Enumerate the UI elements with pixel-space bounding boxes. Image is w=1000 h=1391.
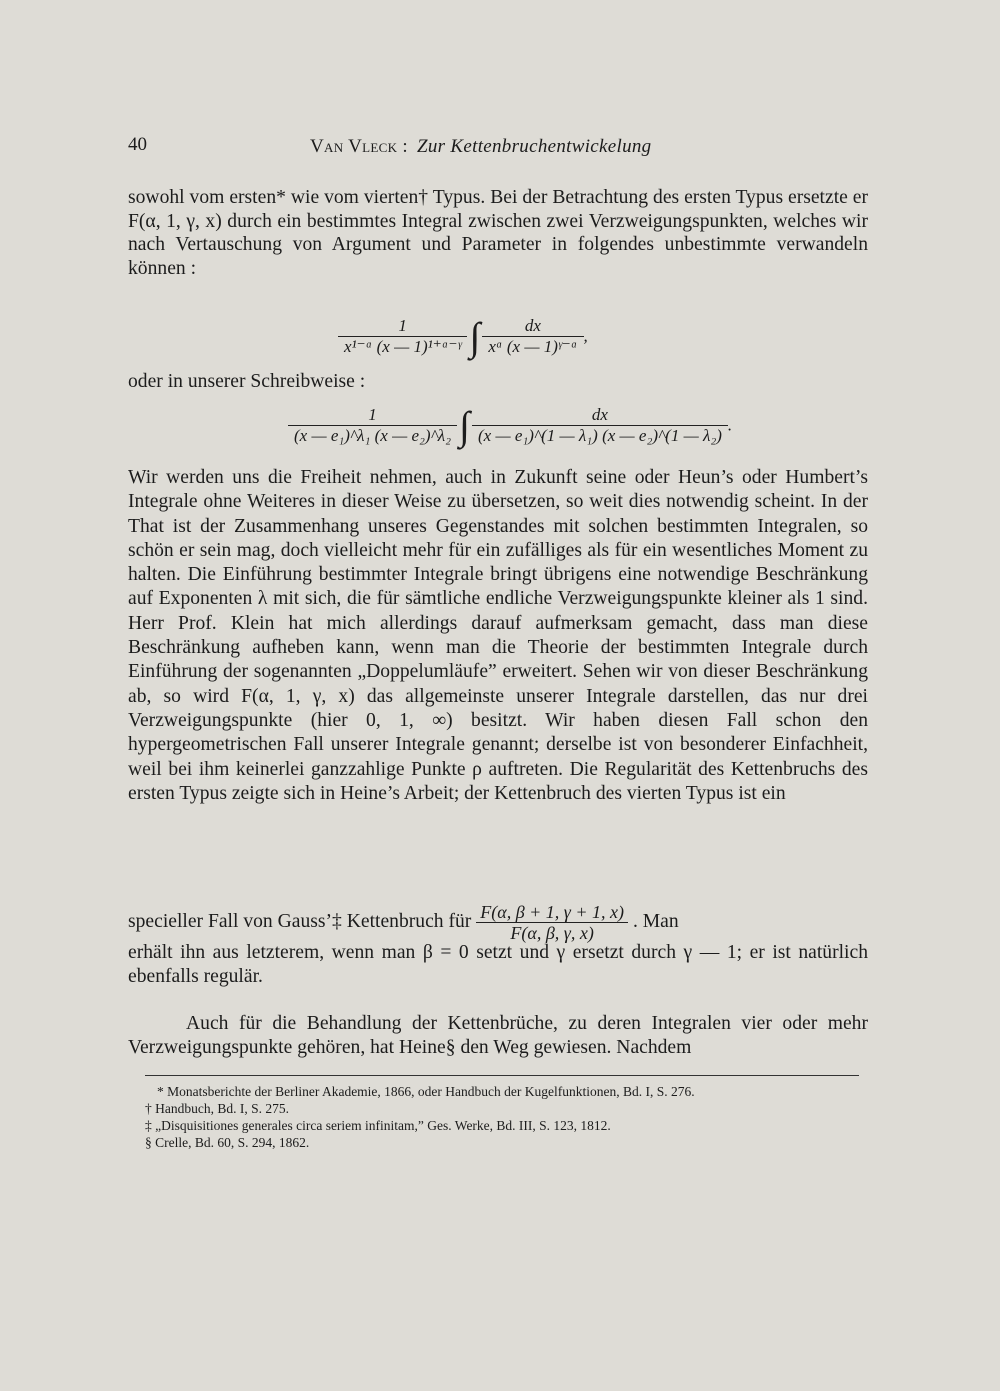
- author-name: Van Vleck: [310, 136, 398, 157]
- paragraph-4: [128, 902, 868, 988]
- eq1-denominator-1: x¹⁻ᵅ (x — 1)¹⁺ᵅ⁻ᵞ: [344, 337, 462, 356]
- para4-fraction-denominator: F(α, β, γ, x): [510, 923, 594, 943]
- paragraph-5-text: Auch für die Behandlung der Kettenbrüche, zu deren Integralen vier oder mehr Verzweigungspunkte gehören, hat Heine§ den Weg gewiesen. Nachdem: [128, 1013, 868, 1058]
- para4-before-fraction: specieller Fall von Gauss’‡ Kettenbruch für: [128, 911, 472, 932]
- eq1-punctuation: ,: [583, 326, 588, 346]
- footnote-1: * Monatsberichte der Berliner Akademie, 1866, oder Handbuch der Kugelfunktionen, Bd. I, S. 276.: [157, 1084, 695, 1099]
- eq2-denominator-1: (x — e₁)^λ₁ (x — e₂)^λ₂: [294, 426, 452, 445]
- header-separator: :: [402, 136, 408, 157]
- eq2-fraction-2: [472, 405, 728, 446]
- paragraph-2-text: oder in unserer Schreibweise :: [128, 371, 366, 392]
- equation-2: [288, 402, 732, 449]
- eq2-fraction-1: [288, 405, 457, 446]
- running-header: [128, 130, 868, 164]
- eq2-punctuation: .: [727, 415, 733, 435]
- footnote-2: † Handbuch, Bd. I, S. 275.: [145, 1101, 289, 1116]
- para4-fraction-numerator: F(α, β + 1, γ + 1, x): [476, 902, 628, 923]
- article-title: Zur Kettenbruchentwickelung: [417, 136, 652, 157]
- paragraph-1: [128, 186, 868, 280]
- eq1-denominator-2: xᵅ (x — 1)ᵞ⁻ᵅ: [488, 337, 578, 356]
- para4-after-fraction: . Man: [632, 911, 679, 932]
- eq1-fraction-1: [338, 316, 467, 357]
- eq2-denominator-2: (x — e₁)^(1 — λ₁) (x — e₂)^(1 — λ₂): [478, 426, 722, 445]
- paragraph-3: [128, 466, 868, 806]
- running-title: [310, 136, 651, 158]
- paragraph-1-text: sowohl vom ersten* wie vom vierten† Typus. Bei der Betrachtung des ersten Typus ersetzte er F(α, 1, γ, x) durch ein bestimmtes Integral zwischen zwei Verzweigungspunkten, welches wir nach Vertauschung von Argument und Parameter in folgendes unbestimmte verwandeln können :: [128, 187, 868, 279]
- eq1-numerator-1: 1: [338, 316, 467, 337]
- footnotes: [145, 1083, 859, 1151]
- eq1-integral-sign: ∫: [469, 314, 481, 359]
- page-number: 40: [128, 134, 147, 155]
- footnote-4: § Crelle, Bd. 60, S. 294, 1862.: [145, 1135, 310, 1150]
- eq2-numerator-1: 1: [288, 405, 457, 426]
- eq2-integral-sign: ∫: [459, 403, 470, 448]
- paragraph-2: [128, 370, 868, 394]
- para4-inline-fraction: [476, 902, 628, 943]
- equation-1: [338, 313, 588, 360]
- eq1-numerator-2: dx: [482, 316, 583, 337]
- paragraph-3-text: Wir werden uns die Freiheit nehmen, auch in Zukunft seine oder Heun’s oder Humbert’s Integrale ohne Weiteres in dieser Weise zu übersetzen, so weit dies notwendig scheint. In der That ist der Zusammenhang unseres Gegenstandes mit solchen bestimmten Integralen, so schön er sein mag, doch vielleicht mehr für ein zufälliges als für ein wesentliches Moment zu halten. Die Einführung bestimmter Integrale bringt übrigens eine notwendige Beschränkung auf Exponenten λ mit sich, die für sämtliche endliche Verzweigungspunkte kleiner als 1 sind. Herr Prof. Klein hat mich allerdings darauf aufmerksam gemacht, dass man diese Beschränkung aufheben kann, wenn man die Theorie der bestimmten Integrale durch Einführung der sogenannten „Doppelumläufe” erweitert. Sehen wir von dieser Beschränkung ab, so wird F(α, 1, γ, x) das allgemeinste unserer Integrale darstellen, das nur drei Verzweigungspunkte (hier 0, 1, ∞) besitzt. Wir haben diesen Fall schon den hypergeometrischen Fall unserer Integrale genannt; derselbe ist von besonderer Einfachheit, weil bei ihm keinerlei ganzzahlige Punkte ρ auftreten. Die Regularität des Kettenbruchs des ersten Typus zeigte sich in Heine’s Arbeit; der Kettenbruch des vierten Typus ist ein: [128, 467, 868, 804]
- eq1-fraction-2: [482, 316, 583, 357]
- paragraph-4-text: [128, 902, 868, 943]
- eq2-numerator-2: dx: [472, 405, 728, 426]
- footnote-3: ‡ „Disquisitiones generales circa seriem infinitam,” Ges. Werke, Bd. III, S. 123, 1812.: [145, 1118, 611, 1133]
- paragraph-4-rest: erhält ihn aus letzterem, wenn man β = 0 setzt und γ ersetzt durch γ — 1; er ist natürlich ebenfalls regulär.: [128, 942, 868, 987]
- footnote-rule: [145, 1075, 859, 1076]
- paragraph-5: [128, 1012, 868, 1059]
